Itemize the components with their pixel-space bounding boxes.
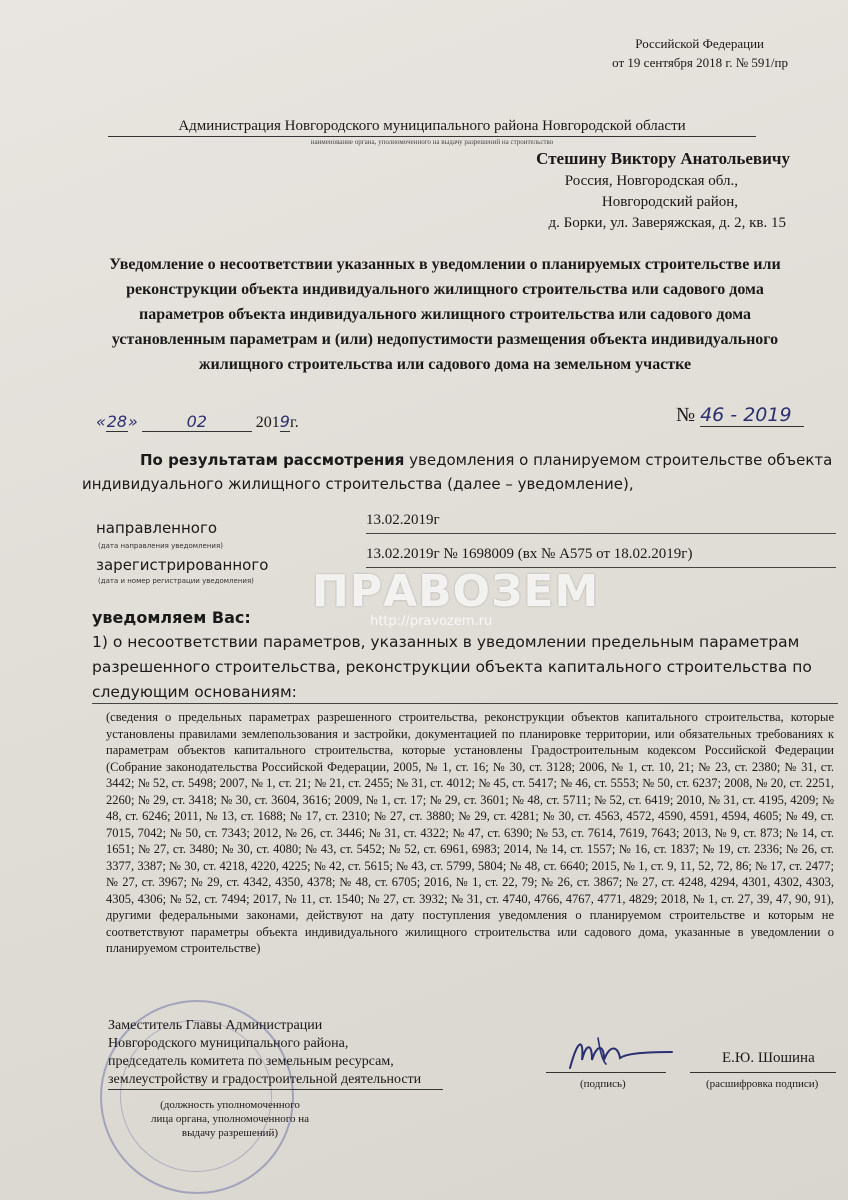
date-open-quote: « xyxy=(96,412,106,431)
sent-label: направленного xyxy=(96,519,218,537)
position-caption-2: лица органа, уполномоченного на xyxy=(150,1113,310,1125)
notice-heading: уведомляем Вас: xyxy=(92,608,251,627)
name-line xyxy=(690,1072,836,1073)
notice-point-1: 1) о несоответствии параметров, указанных в уведомлении предельным параметрам разрешенного строительства, реконструкции объекта капитального строительства по следующим основаниям: xyxy=(92,633,812,701)
organization-name: Администрация Новгородского муниципального района Новгородской области xyxy=(108,118,756,137)
recipient-address-line-1: Россия, Новгородская обл., xyxy=(564,173,738,189)
signature-line xyxy=(546,1072,666,1073)
document-title: Уведомление о несоответствии указанных в уведомлении о планируемых строительстве или реконструкции объекта индивидуального жилищного строительства или садового дома параметров объекта индивидуального жилищного строительства или садового дома установленным параметрам и (или) недопустимости размещения объекта индивидуального жилищного строительства или садового дома на земельном участке xyxy=(109,256,781,373)
position-line-2: Новгородского муниципального района, xyxy=(108,1036,349,1051)
name-caption: (расшифровка подписи) xyxy=(706,1078,819,1090)
date-close-quote: » xyxy=(127,412,138,431)
number-value: 46 - 2019 xyxy=(700,404,804,427)
header-line-2: от 19 сентября 2018 г. № 591/пр xyxy=(612,55,788,70)
date-year-prefix: 201 xyxy=(255,414,280,431)
legal-text: (сведения о предельных параметрах разрешенного строительства, реконструкции объектов капитального строительства, которые установлены правилами землепользования и застройки, документацией по планировке территории, или обязательных требованиях к параметрам объектов капитального строительства, которые установлены Градостроительным кодексом Российской Федерации (Собрание законодательства Российской Федерации, 2005, № 1, ст. 16; № 30, ст. 3128; 2006, № 1, ст. 10, 21; № 23, ст. 2380; № 31, ст. 3442; № 52, ст. 5498; 2007, № 1, ст. 21; № 21, ст. 2455; № 31, ст. 4012; № 45, ст. 5417; № 46, ст. 5553; № 50, ст. 6237; 2008, № 20, ст. 2251, 2260; № 29, ст. 3418; № 30, ст. 3604, 3616; 2009, № 1, ст. 17; № 29, ст. 3601; № 48, ст. 5711; № 52, ст. 6419; 2010, № 31, ст. 4195, 4209; № 48, ст. 6246; 2011, № 13, ст. 1688; № 17, ст. 2310; № 27, ст. 3880; № 29, ст. 4281; № 30, ст. 4563, 4572, 4590, 4591, 4594, 4605; № 49, ст. 7015, 7042; № 50, ст. 7343; 2012, № 26, ст. 3446; № 31, ст. 4322; № 47, ст. 6390; № 53, ст. 7614, 7619, 7643; 2013, № 9, ст. 873; № 14, ст. 1651; № 27, ст. 3480; № 30, ст. 4080; № 43, ст. 5452; № 52, ст. 6961, 6983; 2014, № 14, ст. 1557; № 16, ст. 1837; № 19, ст. 2336; № 26, ст. 3377, 3387; № 30, ст. 4218, 4220, 4225; № 42, ст. 5615; № 43, ст. 5799, 5804; № 48, ст. 6640; 2015, № 1, ст. 9, 11, 52, 72, 86; № 17, ст. 2477; № 27, ст. 3967; № 29, ст. 4342, 4350, 4378; № 48, ст. 6705; 2016, № 1, ст. 22, 79; № 26, ст. 3867; № 27, ст. 4248, 4294, 4301, 4302, 4303, 4305, 4306; № 52, ст. 7494; 2017, № 11, ст. 1540; № 27, ст. 3932; № 31, ст. 4740, 4766, 4767, 4771, 4829; 2018, № 1, ст. 27, 39, 47, 90, 91), другими федеральными законами, действуют на дату поступления уведомления о планируемом строительстве и которым не соответствуют параметры объекта индивидуального жилищного строительства или садового дома, указанные в уведомлении о планируемом строительстве) xyxy=(106,710,834,955)
lead-rest: уведомления о планируемом строительстве объекта индивидуального жилищного строительства (далее – уведомление), xyxy=(82,451,833,493)
signatory-name: Е.Ю. Шошина xyxy=(722,1050,815,1066)
registered-value: 13.02.2019г № 1698009 (вх № А575 от 18.02.2019г) xyxy=(366,546,836,568)
position-caption xyxy=(140,1098,320,1140)
lead-paragraph xyxy=(82,448,842,496)
recipient-name xyxy=(536,148,790,171)
date-day: 28 xyxy=(106,412,128,431)
registered-label: зарегистрированного xyxy=(96,556,269,574)
position-caption-3: выдачу разрешений) xyxy=(181,1127,279,1139)
date-month: 02 xyxy=(142,412,252,432)
sent-value: 13.02.2019г xyxy=(366,512,836,534)
sent-caption: (дата направления уведомления) xyxy=(98,542,223,550)
recipient-fullname: Стешину Виктору Анатольевичу xyxy=(536,149,790,168)
document-number xyxy=(676,404,804,427)
position-line-4: землеустройству и градостроительной деятельности xyxy=(108,1071,443,1090)
lead-bold: По результатам рассмотрения xyxy=(140,451,405,469)
handwritten-signature xyxy=(560,1030,680,1078)
date-year-end: г. xyxy=(289,414,299,431)
date-year-suffix: 9 xyxy=(279,412,290,431)
number-prefix: № xyxy=(676,404,696,426)
watermark-logo: ПРАВОЗЕМ xyxy=(312,566,600,617)
divider-line xyxy=(92,703,838,704)
registered-caption: (дата и номер регистрации уведомления) xyxy=(98,577,254,585)
position-line-3: председатель комитета по земельным ресурсам, xyxy=(108,1054,394,1069)
position-caption-1: (должность уполномоченного xyxy=(160,1099,300,1111)
watermark-url: http://pravozem.ru xyxy=(370,614,493,629)
position-line-1: Заместитель Главы Администрации xyxy=(108,1018,323,1033)
signature-caption: (подпись) xyxy=(580,1078,626,1090)
header-line-1: Российской Федерации xyxy=(635,36,764,51)
document-date xyxy=(96,412,299,432)
recipient-address-line-3: д. Борки, ул. Заверяжская, д. 2, кв. 15 xyxy=(548,215,786,231)
organization-caption: наименование органа, уполномоченного на выдачу разрешений на строительство xyxy=(310,138,554,146)
signatory-position xyxy=(108,1017,443,1090)
recipient-address-line-2: Новгородский район, xyxy=(601,194,738,210)
